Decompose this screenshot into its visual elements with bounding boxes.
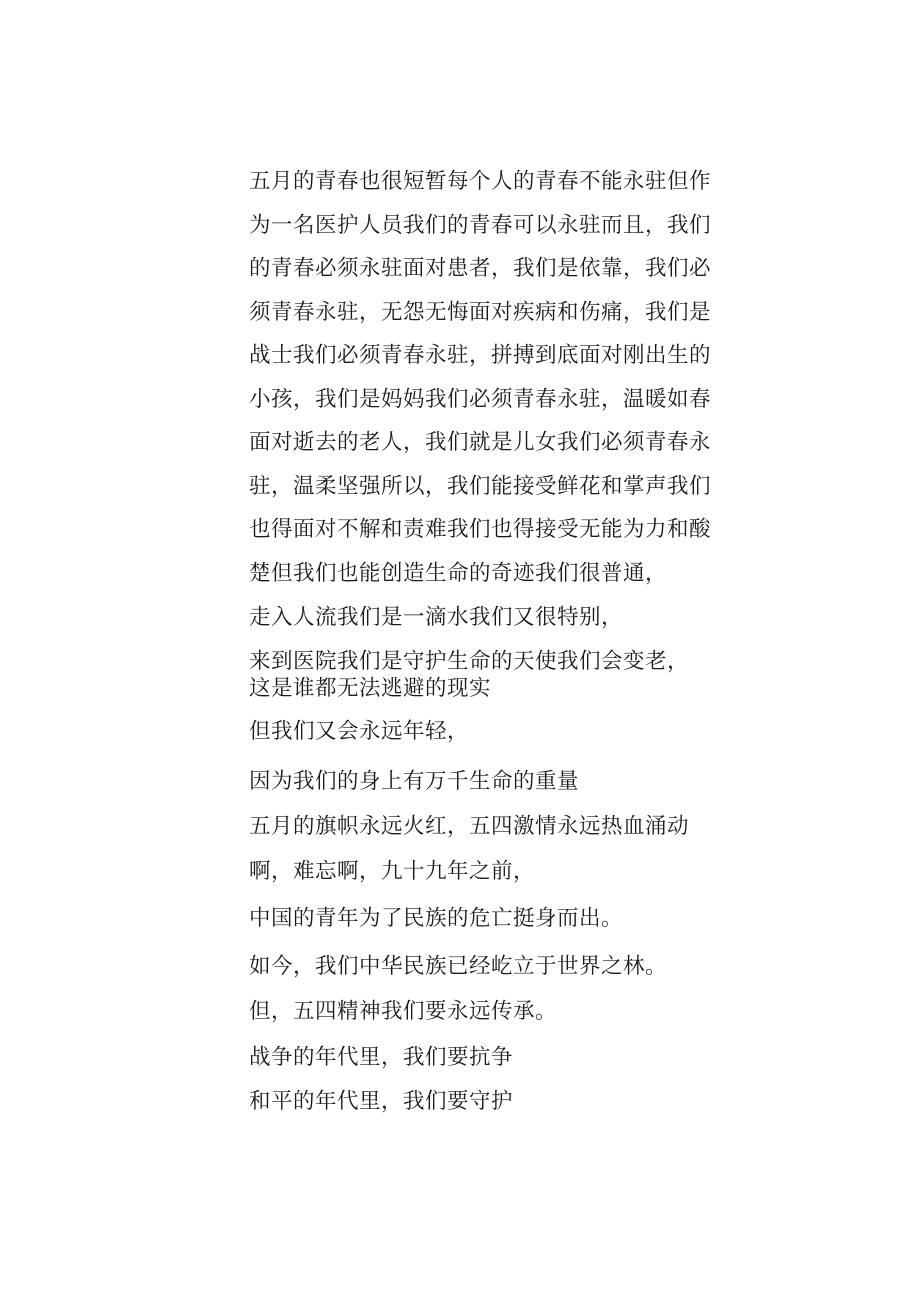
line-peace: 和平的年代里，我们要守护 (249, 1089, 514, 1114)
paragraph-line: 小孩，我们是妈妈我们必须青春永驻，温暖如春 (249, 386, 712, 412)
line-now: 如今，我们中华民族已经屹立于世界之林。 (249, 954, 668, 979)
line-war: 战争的年代里，我们要抗争 (249, 1045, 514, 1070)
paragraph-line: 楚但我们也能创造生命的奇迹我们很普通， (249, 560, 668, 586)
line-reality: 这是谁都无法逃避的现实 (249, 676, 492, 701)
line-weight: 因为我们的身上有万千生命的重量 (249, 769, 580, 794)
paragraph-line: 须青春永驻，无怨无悔面对疾病和伤痛，我们是 (249, 299, 712, 325)
paragraph-line: 也得面对不解和责难我们也得接受无能为力和酸 (249, 517, 712, 542)
paragraph-line: 驻，温柔坚强所以，我们能接受鲜花和掌声我们 (249, 473, 712, 499)
paragraph-line: 战士我们必须青春永驻，拼搏到底面对刚出生的 (249, 343, 712, 368)
line-inherit: 但，五四精神我们要永远传承。 (249, 999, 558, 1024)
document-body (249, 160, 749, 1117)
line-flag: 五月的旗帜永远火红，五四激情永远热血涌动 (249, 814, 690, 839)
main-paragraph (249, 160, 749, 595)
line-youth: 中国的青年为了民族的危亡挺身而出。 (249, 906, 624, 931)
paragraph-line: 五月的青春也很短暂每个人的青春不能永驻但作 (249, 169, 712, 194)
line-hospital: 来到医院我们是守护生命的天使我们会变老， (249, 649, 690, 674)
line-ah: 啊，难忘啊，九十九年之前， (249, 859, 536, 884)
line-walk: 走入人流我们是一滴水我们又很特别， (249, 605, 624, 630)
paragraph-line: 面对逝去的老人，我们就是儿女我们必须青春永 (249, 430, 712, 455)
paragraph-line: 为一名医护人员我们的青春可以永驻而且，我们 (249, 212, 712, 238)
paragraph-line: 的青春必须永驻面对患者，我们是依靠，我们必 (249, 256, 712, 281)
line-young: 但我们又会永远年轻， (249, 719, 470, 744)
